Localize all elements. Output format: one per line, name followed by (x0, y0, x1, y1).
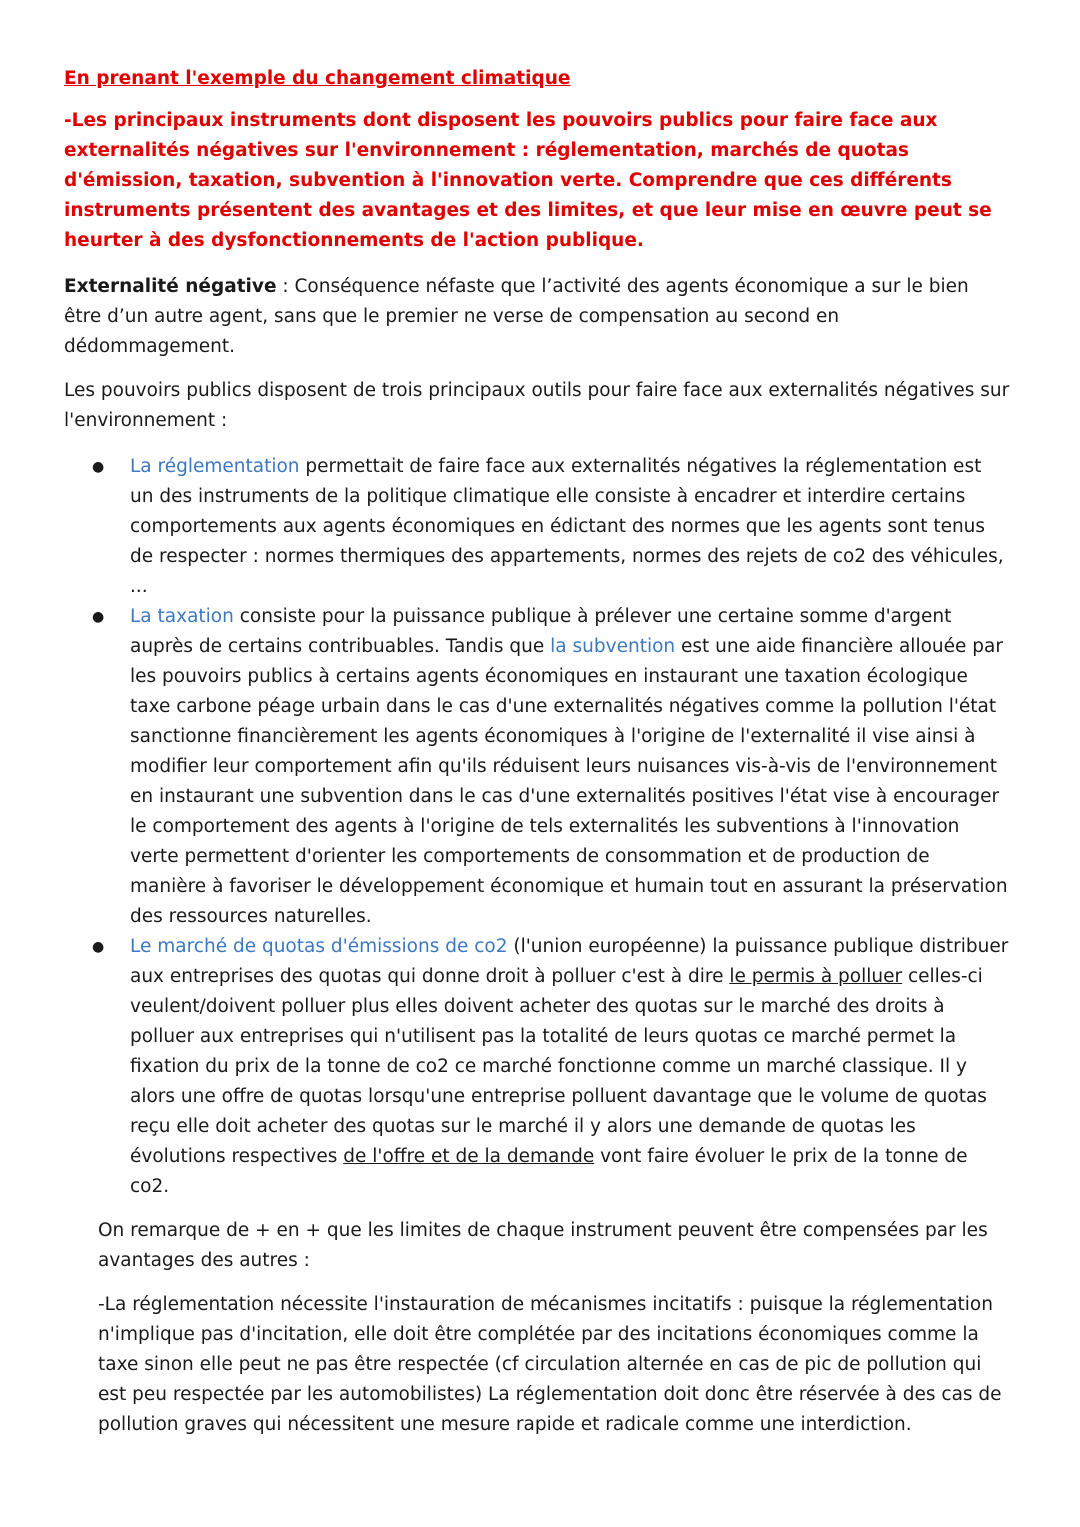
definition-paragraph (64, 272, 1010, 362)
definition-text: Conséquence néfaste que l’activité des agents économique a sur le bien être d’un autre agent, sans que le premier ne verse de compensation au second en dédommagement. (64, 276, 969, 357)
tools-list (64, 452, 1010, 1202)
definition-term: Externalité négative (64, 276, 277, 297)
text-reglementation: permettait de faire face aux externalités négatives la réglementation est un des instruments de la politique climatique elle consiste à encadrer et interdire certains comportements aux agents économiques en édictant des normes que les agents sont tenus de respecter : normes thermiques des appartements, normes des rejets de co2 des véhicules, ... (130, 456, 1004, 597)
keyword-reglementation: La réglementation (130, 456, 300, 477)
text-taxation-a: consiste pour la puissance publique à prélever une certaine somme d'argent auprès de certains contribuables. Tandis que (130, 606, 952, 657)
remark-paragraph: On remarque de + en + que les limites de chaque instrument peuvent être compensées par les avantages des autres : (98, 1220, 988, 1271)
reglementation-point-paragraph: -La réglementation nécessite l'instauration de mécanismes incitatifs : puisque la réglementation n'implique pas d'incitation, elle doit être complétée par des incitations économiques comme la taxe sinon elle peut ne pas être respectée (cf circulation alternée en cas de pic de pollution qui est peu respectée par les automobilistes) La réglementation doit donc être réservée à des cas de pollution graves qui nécessitent une mesure rapide et radicale comme une interdiction. (98, 1294, 1002, 1435)
underlined-offre-demande: de l'offre et de la demande (343, 1146, 595, 1167)
list-item-marche-quotas (92, 932, 1010, 1202)
keyword-subvention: la subvention (550, 636, 676, 657)
objectives-paragraph: -Les principaux instruments dont disposent les pouvoirs publics pour faire face aux externalités négatives sur l'environnement : réglementation, marchés de quotas d'émission, taxation, subvention à l'innovation verte. Comprendre que ces différents instruments présentent des avantages et des limites, et que leur mise en œuvre peut se heurter à des dysfonctionnements de l'action publique. (64, 110, 992, 251)
underlined-permis: le permis à polluer (729, 966, 903, 987)
definition-separator: : (276, 276, 295, 297)
intro-paragraph: Les pouvoirs publics disposent de trois principaux outils pour faire face aux externalités négatives sur l'environnement : (64, 380, 1010, 431)
keyword-marche-quotas: Le marché de quotas d'émissions de co2 (130, 936, 508, 957)
list-item-taxation (92, 602, 1010, 932)
bullet-icon: ● (92, 459, 105, 475)
text-marche-b: celles-ci veulent/doivent polluer plus elles doivent acheter des quotas sur le marché des droits à polluer aux entreprises qui n'utilisent pas la totalité de leurs quotas ce marché permet la fixation du prix de la tonne de co2 ce marché fonctionne comme un marché classique. Il y alors une offre de quotas lorsqu'une entreprise polluent davantage que le volume de quotas reçu elle doit acheter des quotas sur le marché il y alors une demande de quotas les évolutions respectives (130, 966, 987, 1167)
list-item-reglementation (92, 452, 1010, 602)
text-marche-c: vont faire évoluer le prix de la tonne de co2. (130, 1146, 968, 1197)
bullet-icon: ● (92, 609, 105, 625)
bullet-icon: ● (92, 939, 105, 955)
text-taxation-b: est une aide financière allouée par les pouvoirs publics à certains agents économiques en instaurant une taxation écologique taxe carbone péage urbain dans le cas d'une externalités négatives comme la pollution l'état sanctionne financièrement les agents économiques à l'origine de l'externalité il vise ainsi à modifier leur comportement afin qu'ils réduisent leurs nuisances vis-à-vis de l'environnement en instaurant une subvention dans le cas d'une externalités positives l'état vise à encourager le comportement des agents à l'origine de tels externalités les subventions à l'innovation verte permettent d'orienter les comportements de consommation et de production de manière à favoriser le développement économique et humain tout en assurant la préservation des ressources naturelles. (130, 636, 1008, 927)
keyword-taxation: La taxation (130, 606, 234, 627)
page-title: En prenant l'exemple du changement climatique (64, 68, 571, 89)
text-marche-a: (l'union européenne) la puissance publique distribuer aux entreprises des quotas qui donne droit à polluer c'est à dire (130, 936, 1009, 987)
